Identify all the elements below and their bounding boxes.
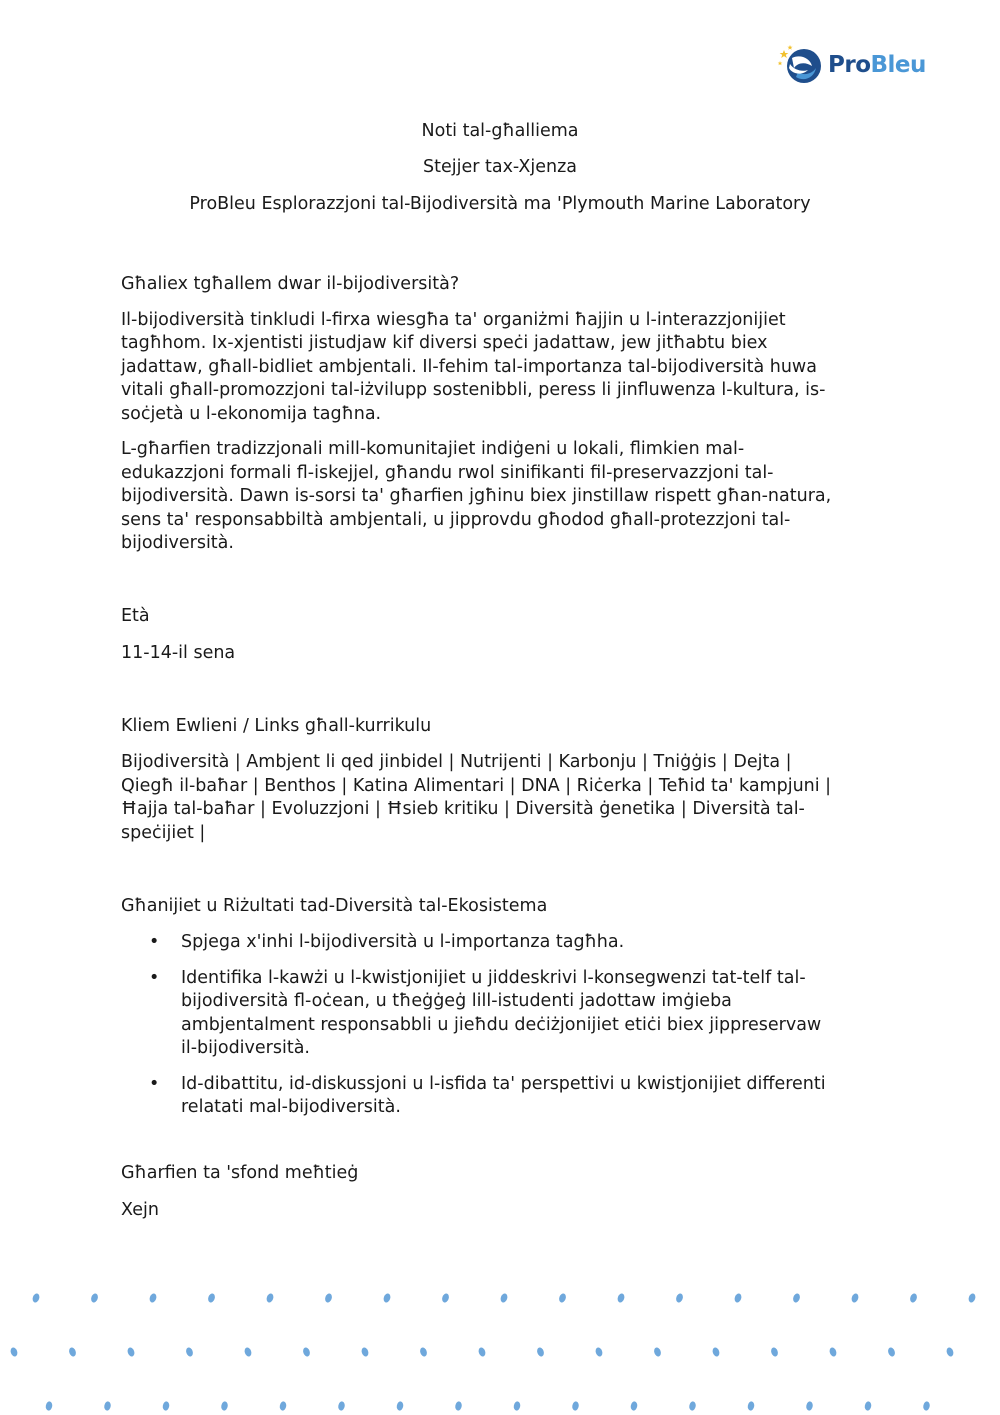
droplet [9, 1347, 18, 1358]
intro-section [121, 273, 881, 568]
droplet [68, 1347, 77, 1358]
droplet [104, 1401, 112, 1411]
droplet [338, 1401, 346, 1411]
droplet [207, 1293, 216, 1304]
droplet [747, 1401, 755, 1411]
background-label: Għarfien ta 'sfond meħtieġ [121, 1163, 359, 1183]
droplet [45, 1401, 53, 1411]
droplet [419, 1347, 428, 1358]
droplet [382, 1293, 391, 1304]
objectives-list [121, 931, 881, 1132]
droplet [558, 1293, 567, 1304]
objective-item: • Id-dibattitu, id-diskussjoni u l-isfida ta' perspettivi u kwistjonijiet differenti relatati mal-bijodiversità. [149, 1073, 826, 1117]
droplet [221, 1401, 229, 1411]
bullet: • [149, 967, 160, 988]
droplet [689, 1401, 697, 1411]
droplet [887, 1347, 896, 1358]
droplet [126, 1347, 135, 1358]
age-label: Età [121, 606, 150, 626]
droplet [279, 1401, 287, 1411]
droplet [675, 1293, 684, 1304]
objectives-heading: Għanijiet u Riżultati tad-Diversità tal-Ekosistema [121, 896, 548, 916]
droplet [455, 1401, 463, 1411]
keywords-heading: Kliem Ewlieni / Links għall-kurrikulu [121, 716, 432, 736]
probleu-logo [776, 44, 926, 86]
droplet [360, 1347, 369, 1358]
decorative-droplet-pattern [0, 1280, 1000, 1415]
droplet [499, 1293, 508, 1304]
droplet [864, 1401, 872, 1411]
intro-paragraph-1: Il-bijodiversità tinkludi l-firxa wiesgħa ta' organiżmi ħajjin u l-interazzjonijiet tagħhom. Ix-xjentisti jistudjaw kif diversi speċi jadattaw, jew jitħabtu biex jadattaw, għall-bidliet ambjentali. Il-fehim tal-importanza tal-bijodiversità huwa vitali għall-promozzjoni tal-iżvilupp sostenibbli, peress li jinfluwenza l-kultura, is- soċjetà u l-ekonomija tagħna. [121, 309, 826, 424]
droplet [828, 1347, 837, 1358]
droplet [302, 1347, 311, 1358]
droplet [967, 1293, 976, 1304]
droplet [31, 1293, 40, 1304]
probleu-logo-wordmark: ProBleu [828, 52, 926, 78]
droplet [792, 1293, 801, 1304]
intro-paragraph-2: L-għarfien tradizzjonali mill-komunitajiet indiġeni u lokali, flimkien mal- edukazzjoni formali fl-iskejjel, għandu rwol sinifikanti fil-preservazzjoni tal- bijodiversità. Dawn is-sorsi ta' għarfien jgħinu biex jinstillaw rispett għan-natura, sens ta' responsabbiltà ambjentali, u jipprovdu għodod għall-protezzjoni tal- bijodiversità. [121, 439, 832, 553]
probleu-logo-icon [776, 44, 826, 86]
droplet [477, 1347, 486, 1358]
objective-item: • Identifika l-kawżi u l-kwistjonijiet u jiddeskrivi l-konsegwenzi tat-telf tal- bijodiversità fl-oċean, u tħeġġeġ lill-istudenti jadottaw imġieba ambjentalment responsabbli u jieħdu deċiżjonijiet etiċi biex jippreservaw il-bijodiversità. [149, 967, 822, 1058]
droplet [711, 1347, 720, 1358]
lesson-title: ProBleu Esplorazzjoni tal-Bijodiversità ma 'Plymouth Marine Laboratory [189, 194, 811, 214]
intro-heading: Għaliex tgħallem dwar il-bijodiversità? [121, 274, 460, 294]
droplet [923, 1401, 931, 1411]
droplet [243, 1347, 252, 1358]
background-value: Xejn [121, 1200, 159, 1220]
droplet [653, 1347, 662, 1358]
bullet: • [149, 1073, 160, 1094]
droplet [909, 1293, 918, 1304]
droplet [806, 1401, 814, 1411]
document-type: Noti tal-għalliema [421, 121, 579, 141]
droplet [572, 1401, 580, 1411]
droplet [441, 1293, 450, 1304]
droplet [594, 1347, 603, 1358]
droplet [148, 1293, 157, 1304]
objective-item: • Spjega x'inhi l-bijodiversità u l-importanza tagħha. [121, 931, 881, 955]
droplet [513, 1401, 521, 1411]
droplet [945, 1347, 954, 1358]
droplet [630, 1401, 638, 1411]
keywords-list: Bijodiversità | Ambjent li qed jinbidel | Nutrijenti | Karbonju | Tniġġis | Dejta | Qiegħ il-baħar | Benthos | Katina Alimentari | DNA | Riċerka | Teħid ta' kampjuni | Ħajja tal-baħar | Evoluzzjoni | Ħsieb kritiku | Diversità ġenetika | Diversità tal- speċijiet | [121, 752, 832, 843]
droplet [396, 1401, 404, 1411]
droplet [770, 1347, 779, 1358]
droplet [90, 1293, 99, 1304]
droplet [185, 1347, 194, 1358]
droplet [616, 1293, 625, 1304]
series-title: Stejjer tax-Xjenza [423, 157, 577, 177]
droplet [850, 1293, 859, 1304]
bullet: • [149, 932, 160, 952]
droplet [162, 1401, 170, 1411]
droplet [324, 1293, 333, 1304]
age-value: 11-14-il sena [121, 643, 236, 663]
droplet [733, 1293, 742, 1304]
droplet [265, 1293, 274, 1304]
droplet [536, 1347, 545, 1358]
